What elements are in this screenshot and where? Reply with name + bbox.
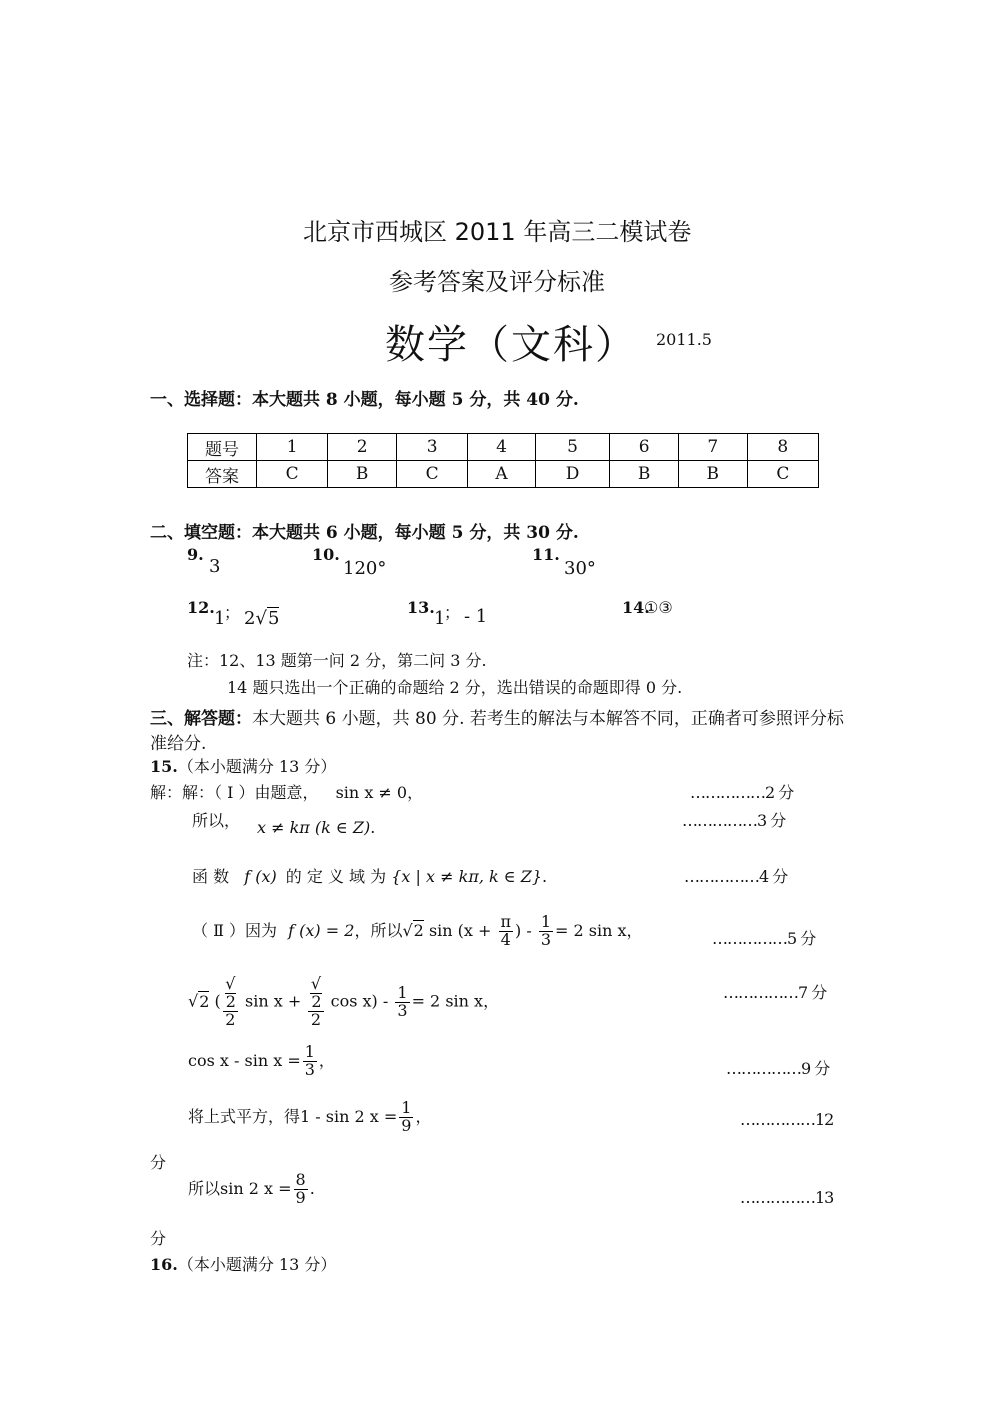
step2-score: ……………3 分 — [682, 811, 786, 830]
step5-rhs: = 2 sin x — [411, 991, 484, 1011]
step4-pi-frac — [499, 914, 514, 949]
step5-one: 1 — [397, 982, 408, 1002]
step7-nine: 9 — [401, 1115, 412, 1135]
step4-sin: sin (x + — [428, 920, 492, 940]
q12-answer2-coef: 2 — [244, 608, 256, 629]
q11-number: 11. — [532, 545, 560, 564]
step8-line — [188, 1172, 315, 1207]
step3-text: 函 数 — [192, 867, 230, 886]
step5-tail: ， — [483, 991, 500, 1011]
step4-one: 1 — [540, 912, 552, 931]
step4-close: ) - — [515, 920, 532, 940]
step8-nine: 9 — [295, 1187, 306, 1207]
step4-mid: ，所以 — [354, 920, 403, 940]
step5-third-frac — [395, 982, 409, 1020]
step4-pi: π — [500, 912, 512, 931]
table-cell: B — [328, 461, 397, 488]
step7-frac — [399, 1100, 413, 1135]
step2-text: 所以， — [192, 811, 241, 830]
step3-fx: f (x) — [244, 867, 277, 886]
step8-text: 所以 — [188, 1178, 221, 1198]
step5-score: ……………7 分 — [723, 983, 827, 1002]
step4-fx: f (x) = 2 — [288, 920, 355, 940]
step4-text: （ Ⅱ ）因为 — [192, 920, 278, 940]
section3-heading-bold: 三、解答题： — [150, 709, 252, 729]
step7-lhs: 1 - sin 2 x = — [300, 1106, 398, 1126]
q12-answer2: 2√5 — [244, 608, 280, 629]
note-line2: 14 题只选出一个正确的命题给 2 分，选出错误的命题即得 0 分. — [227, 678, 683, 697]
step5-frac2-num: √ 2 — [308, 976, 323, 1012]
step1-math: sin x ≠ 0 — [335, 783, 408, 802]
q12-number: 12. — [187, 598, 215, 617]
table-row — [188, 434, 819, 461]
table-cell: 6 — [610, 434, 679, 461]
step7-text: 将上式平方，得 — [188, 1106, 301, 1126]
table-cell: 5 — [535, 434, 609, 461]
step5-frac1 — [223, 976, 238, 1028]
step5-sqrt2: 2 — [199, 991, 210, 1011]
q12-separator: ； — [224, 603, 241, 622]
step6-lhs: cos x - sin x = — [188, 1050, 301, 1070]
step5-num2: 2 — [311, 991, 322, 1011]
step4-score: ……………5 分 — [712, 929, 816, 948]
table-row — [188, 461, 819, 488]
q15-header — [150, 754, 336, 777]
table-cell: 3 — [396, 434, 467, 461]
q16-number: 16. — [150, 1255, 178, 1274]
step8-frac — [294, 1172, 308, 1207]
step2-tail: . — [370, 818, 376, 837]
step5-den2: 2 — [310, 1009, 322, 1029]
q15-desc: （本小题满分 13 分） — [177, 757, 337, 776]
table-cell: 题号 — [188, 434, 257, 461]
step8-eight: 8 — [295, 1170, 306, 1189]
step7-one: 1 — [401, 1098, 412, 1117]
step5-frac2 — [308, 976, 323, 1028]
answer-table — [187, 433, 819, 488]
table-cell: 答案 — [188, 461, 257, 488]
table-cell: A — [468, 461, 536, 488]
step3-set: {x | x ≠ kπ, k ∈ Z} — [391, 867, 543, 886]
q13-answer2: - 1 — [464, 606, 488, 627]
table-cell: 7 — [678, 434, 747, 461]
q16-desc: （本小题满分 13 分） — [177, 1255, 337, 1274]
table-cell: C — [257, 461, 328, 488]
step3-tail: . — [542, 867, 548, 886]
step7-unit: 分 — [150, 1153, 167, 1172]
table-cell: D — [535, 461, 609, 488]
step8-score: ……………13 — [740, 1188, 834, 1207]
table-cell: 1 — [257, 434, 328, 461]
exam-date: 2011.5 — [656, 330, 712, 349]
step8-lhs: sin 2 x = — [220, 1178, 292, 1198]
step6-three: 3 — [304, 1059, 315, 1079]
step5-three: 3 — [397, 1000, 408, 1020]
q9-answer: 3 — [209, 556, 221, 577]
step8-unit: 分 — [150, 1229, 167, 1248]
q12-answer2-radicand: 5 — [267, 608, 280, 629]
subject-title: 数学（文科） — [385, 322, 637, 368]
step4-sqrt2: 2 — [413, 920, 424, 940]
section2-heading: 二、填空题：本大题共 6 小题，每小题 5 分，共 30 分. — [150, 523, 579, 543]
step8-tail: . — [309, 1178, 315, 1198]
q11-answer: 30° — [564, 558, 596, 579]
q14-answer: ①③ — [644, 598, 673, 617]
q10-number: 10. — [312, 545, 340, 564]
table-cell: C — [396, 461, 467, 488]
q14-number: 14. — [622, 598, 650, 617]
q9-number: 9. — [187, 545, 204, 564]
step1-tail: ， — [407, 783, 424, 802]
step1-text: 解：解：（ Ⅰ ）由题意， — [150, 783, 319, 802]
step3-score: ……………4 分 — [684, 867, 788, 886]
step6-frac — [303, 1044, 317, 1079]
table-cell: B — [610, 461, 679, 488]
section3-heading-line2: 准给分. — [150, 734, 207, 754]
step5-den1: 2 — [225, 1009, 236, 1029]
step5-open: ( — [214, 991, 221, 1011]
step5-frac1-num: √ 2 — [223, 976, 238, 1012]
step2-math: x ≠ kπ (k ∈ Z) — [257, 818, 371, 837]
q13-number: 13. — [407, 598, 435, 617]
table-cell: 2 — [328, 434, 397, 461]
step3-line — [192, 864, 547, 887]
step7-score: ……………12 — [740, 1110, 834, 1129]
step4-line: （ Ⅱ ）因为 f (x) = 2，所以√2 sin (x + $\frac{\pi}{4}$ ) - $\frac{1}{3}$ = 2 sin x， — [192, 912, 643, 949]
step2-line — [257, 818, 375, 837]
step4-tail: ， — [626, 920, 643, 940]
table-cell: 8 — [747, 434, 818, 461]
q12-answer1: 1 — [214, 608, 226, 629]
q13-separator: ； — [444, 603, 461, 622]
step5-sinx: sin x + — [245, 991, 302, 1011]
q10-answer: 120° — [343, 558, 387, 579]
step5-cosx: cos x) - — [330, 991, 389, 1011]
step6-one: 1 — [304, 1042, 315, 1061]
step7-tail: ， — [415, 1106, 432, 1126]
step3-mid: 的 定 义 域 为 — [285, 867, 387, 886]
step1-score: ……………2 分 — [690, 783, 794, 802]
step4-four: 4 — [500, 929, 511, 949]
step6-tail: ， — [318, 1050, 335, 1070]
step5-num1: 2 — [225, 991, 236, 1011]
step1-line — [150, 780, 423, 803]
section3-heading-rest: 本大题共 6 小题，共 80 分. 若考生的解法与本解答不同，正确者可参照评分标 — [252, 709, 844, 729]
section1-heading: 一、选择题：本大题共 8 小题，每小题 5 分，共 40 分. — [150, 390, 579, 410]
step5-line: √2 ( √ 2 2 sin x + √ 2 2 cos x) - $\frac{1}{3}$ = 2 sin x， — [188, 974, 500, 1029]
q13-answer1: 1 — [434, 608, 446, 629]
step4-rhs: = 2 sin x — [555, 920, 627, 940]
step6-score: ……………9 分 — [726, 1059, 830, 1078]
note-line1: 注：12、13 题第一问 2 分，第二问 3 分. — [187, 651, 487, 670]
page-title: 北京市西城区 2011 年高三二模试卷 — [303, 218, 692, 246]
page-subtitle: 参考答案及评分标准 — [389, 268, 605, 296]
q16-header — [150, 1252, 336, 1275]
step7-line — [188, 1100, 431, 1135]
table-cell: B — [678, 461, 747, 488]
table-cell: 4 — [468, 434, 536, 461]
step6-line — [188, 1044, 335, 1079]
table-cell: C — [747, 461, 818, 488]
section3-heading — [150, 704, 844, 729]
step4-three: 3 — [540, 929, 552, 949]
step4-third-frac — [539, 914, 553, 949]
q15-number: 15. — [150, 757, 178, 776]
